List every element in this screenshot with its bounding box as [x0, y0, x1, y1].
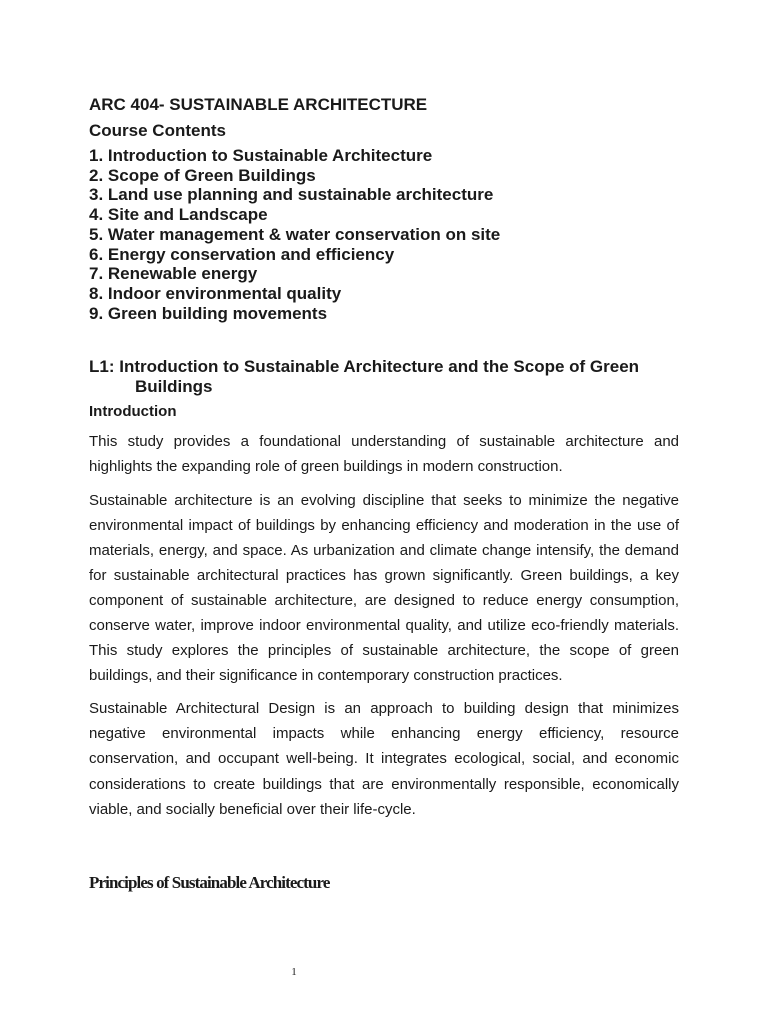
body-paragraph: This study provides a foundational understanding of sustainable architecture and highlights the expanding role of green buildings in modern construction. — [89, 433, 679, 476]
body-paragraph: Sustainable architecture is an evolving discipline that seeks to minimize the negative environmental impact of buildings by enhancing efficiency and moderation in the use of materials, energy, and space. As urbanization and climate change intensify, the demand for sustainable architectural practices has grown significantly. Green buildings, a key component of sustainable architecture, are designed to reduce energy consumption, conserve water, improve indoor environmental quality, and utilize eco-friendly materials. This study explores the principles of sustainable architecture, the scope of green buildings, and their significance in contemporary construction practices. — [89, 491, 679, 685]
contents-item: 6. Energy conservation and efficiency — [89, 244, 395, 264]
contents-item: 9. Green building movements — [89, 303, 328, 323]
section-label-introduction: Introduction — [89, 403, 177, 421]
page-number: 1 — [291, 966, 297, 978]
lesson-heading-line2: Buildings — [135, 376, 213, 396]
lesson-heading-line1: L1: Introduction to Sustainable Architecture and the Scope of Green — [89, 357, 640, 377]
contents-item: 7. Renewable energy — [89, 264, 258, 284]
lesson-heading — [89, 357, 679, 396]
principles-heading: Principles of Sustainable Architecture — [89, 872, 330, 892]
contents-item: 2. Scope of Green Buildings — [89, 165, 316, 185]
body-paragraph: Sustainable Architectural Design is an approach to building design that minimizes negative environmental impacts while enhancing energy efficiency, resource conservation, and occupant well-being. It integrates ecological, social, and economic considerations to create buildings that are environmentally responsible, economically viable, and socially beneficial over their life-cycle. — [89, 700, 679, 818]
contents-item: 1. Introduction to Sustainable Architecture — [89, 146, 433, 165]
course-title: ARC 404- SUSTAINABLE ARCHITECTURE — [89, 95, 428, 114]
contents-item: 4. Site and Landscape — [89, 205, 268, 225]
contents-item: 5. Water management & water conservation on site — [89, 224, 501, 244]
course-contents-list — [89, 146, 679, 323]
contents-item: 3. Land use planning and sustainable architecture — [89, 185, 494, 205]
document-page — [89, 94, 679, 894]
contents-item: 8. Indoor environmental quality — [89, 283, 342, 303]
course-subtitle: Course Contents — [89, 121, 226, 140]
